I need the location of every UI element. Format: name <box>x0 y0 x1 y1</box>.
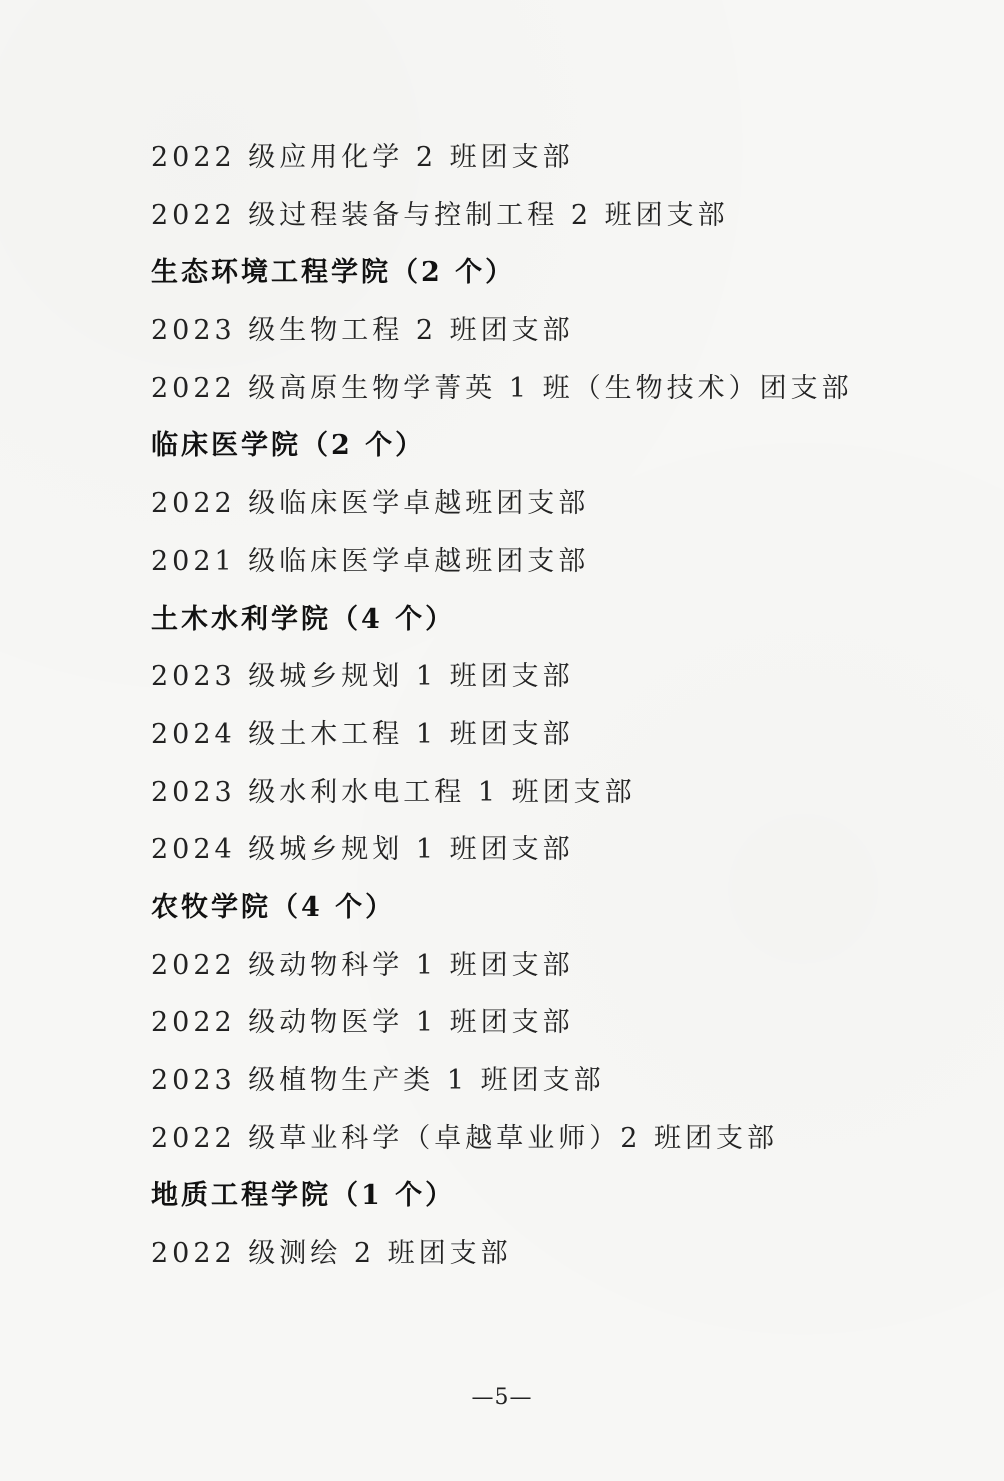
branch-item: 2022 级动物医学 1 班团支部 <box>151 1007 574 1039</box>
branch-item: 2024 级城乡规划 1 班团支部 <box>151 834 574 866</box>
branch-item: 2022 级应用化学 2 班团支部 <box>151 142 574 173</box>
branch-item: 2022 级临床医学卓越班团支部 <box>151 488 590 520</box>
branch-item: 2021 级临床医学卓越班团支部 <box>151 545 590 577</box>
branch-item: 2022 级过程装备与控制工程 2 班团支部 <box>151 199 729 231</box>
branch-item: 2023 级水利水电工程 1 班团支部 <box>151 776 636 808</box>
branch-item: 2024 级土木工程 1 班团支部 <box>151 718 574 750</box>
branch-item: 2023 级生物工程 2 班团支部 <box>151 315 574 347</box>
page-number: —5— <box>471 1385 533 1410</box>
branch-item: 2022 级动物科学 1 班团支部 <box>151 949 574 981</box>
college-heading: 土木水利学院（4 个） <box>151 603 456 635</box>
college-heading: 地质工程学院（1 个） <box>151 1180 456 1212</box>
college-heading: 临床医学院（2 个） <box>151 430 426 462</box>
branch-item: 2023 级城乡规划 1 班团支部 <box>151 661 574 693</box>
branch-item: 2022 级高原生物学菁英 1 班（生物技术）团支部 <box>151 372 853 404</box>
document-body <box>151 129 951 1283</box>
branch-item: 2022 级测绘 2 班团支部 <box>151 1238 512 1270</box>
branch-item: 2023 级植物生产类 1 班团支部 <box>151 1065 605 1096</box>
branch-item: 2022 级草业科学（卓越草业师）2 班团支部 <box>151 1122 779 1154</box>
college-heading: 农牧学院（4 个） <box>151 891 396 923</box>
college-heading: 生态环境工程学院（2 个） <box>151 257 516 289</box>
